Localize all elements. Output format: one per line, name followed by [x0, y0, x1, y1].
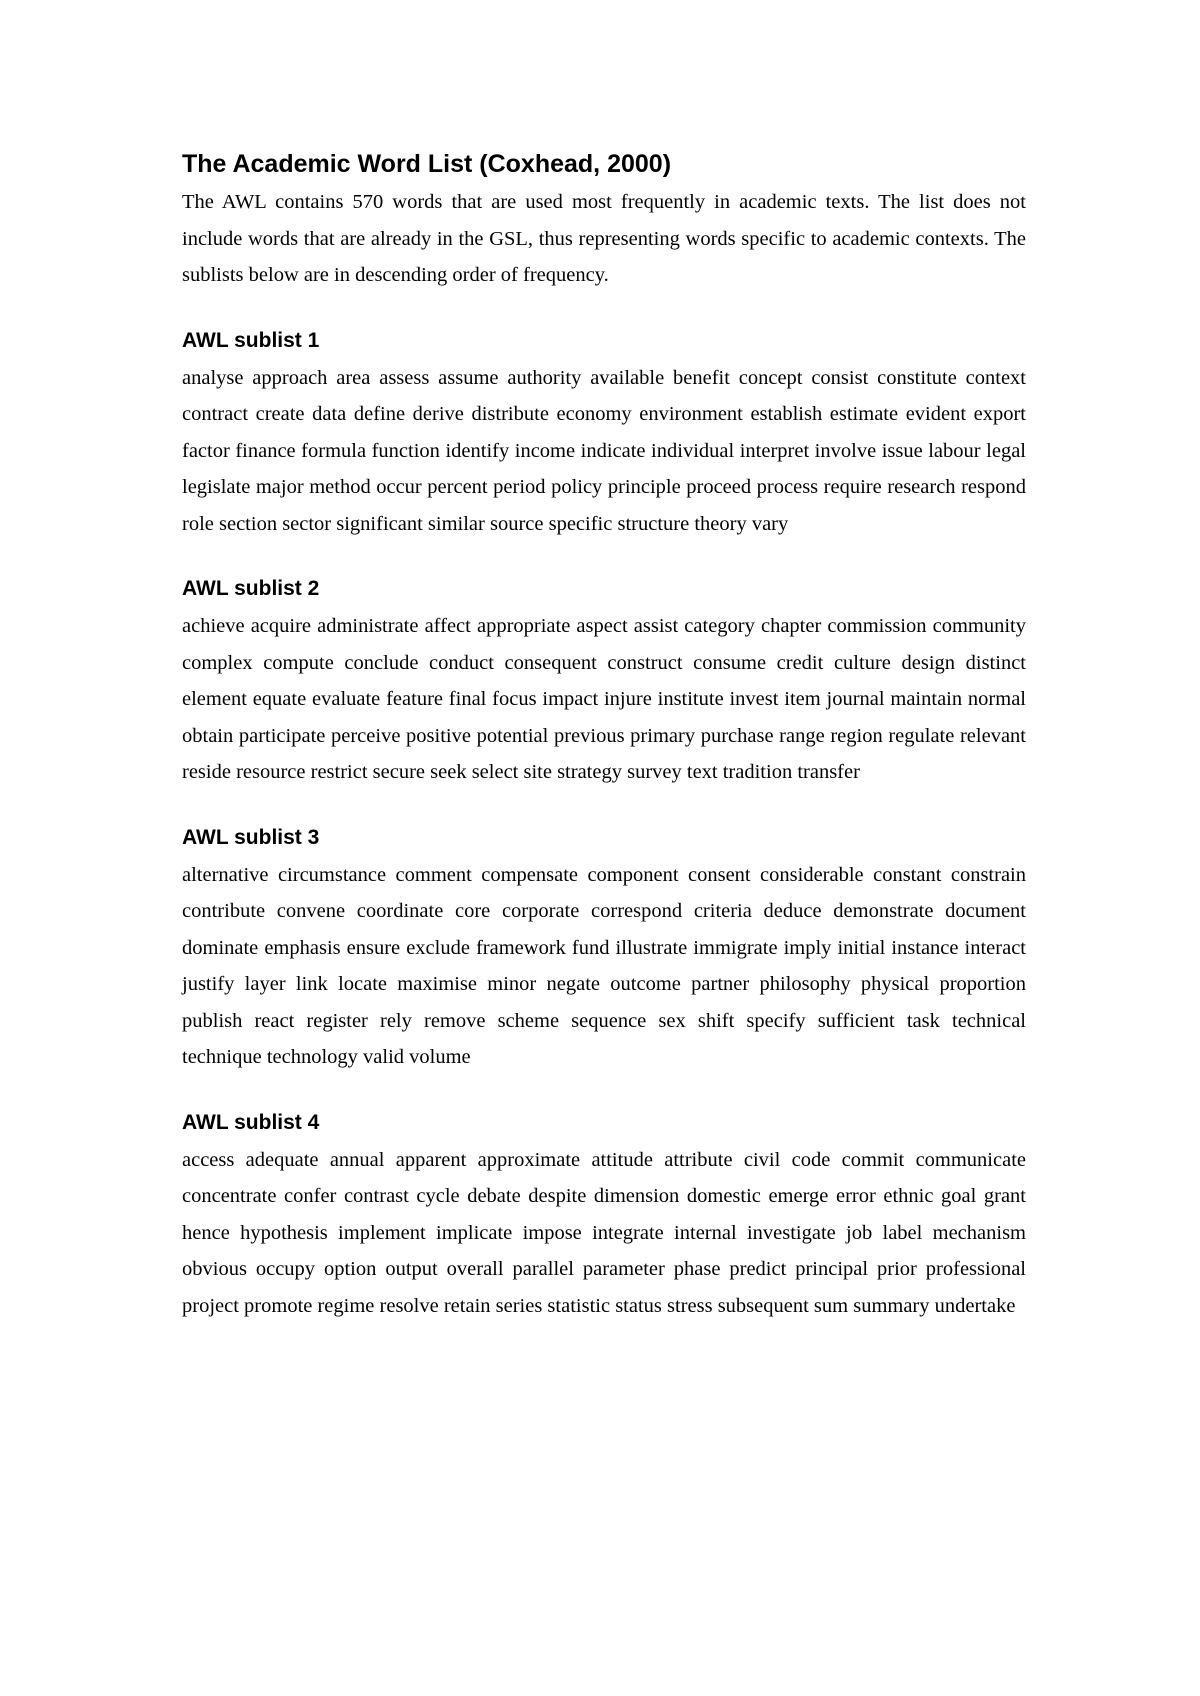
sublist-heading: AWL sublist 1 [182, 328, 320, 352]
sublist-heading: AWL sublist 2 [182, 577, 320, 600]
sublist-section [182, 825, 1026, 1076]
intro-paragraph: The AWL contains 570 words that are used most frequently in academic texts. The list does not include words that are already in the GSL, thus representing words specific to academic contexts. The sublists below are in descending order of frequency. [182, 191, 1026, 286]
sublist-section [182, 328, 1026, 543]
sublist-section [182, 1110, 1026, 1325]
sublist-heading: AWL sublist 3 [182, 825, 320, 849]
page-title: The Academic Word List (Coxhead, 2000) [182, 150, 672, 178]
document-page [182, 150, 1026, 1358]
sublist-section [182, 576, 1026, 791]
sublist-words: access adequate annual apparent approximate attitude attribute civil code commit communicate concentrate confer contrast cycle debate despite dimension domestic emerge error ethnic goal grant hence hypothesis implement implicate impose integrate internal investigate job label mechanism obvious occupy option output overall parallel parameter phase predict principal prior professional project promote regime resolve retain series statistic status stress subsequent sum summary undertake [182, 1148, 1026, 1317]
sublist-heading: AWL sublist 4 [182, 1110, 320, 1134]
sublist-words: alternative circumstance comment compensate component consent considerable constant constrain contribute convene coordinate core corporate correspond criteria deduce demonstrate document dominate emphasis ensure exclude framework fund illustrate immigrate imply initial instance interact justify layer link locate maximise minor negate outcome partner philosophy physical proportion publish react register rely remove scheme sequence sex shift specify sufficient task technical technique technology valid volume [182, 863, 1026, 1068]
sublist-words: achieve acquire administrate affect appropriate aspect assist category chapter commission community complex compute conclude conduct consequent construct consume credit culture design distinct element equate evaluate feature final focus impact injure institute invest item journal maintain normal obtain participate perceive positive potential previous primary purchase range region regulate relevant reside resource restrict secure seek select site strategy survey text tradition transfer [182, 615, 1026, 783]
sublist-words: analyse approach area assess assume authority available benefit concept consist constitute context contract create data define derive distribute economy environment establish estimate evident export factor finance formula function identify income indicate individual interpret involve issue labour legal legislate major method occur percent period policy principle proceed process require research respond role section sector significant similar source specific structure theory vary [182, 366, 1026, 535]
